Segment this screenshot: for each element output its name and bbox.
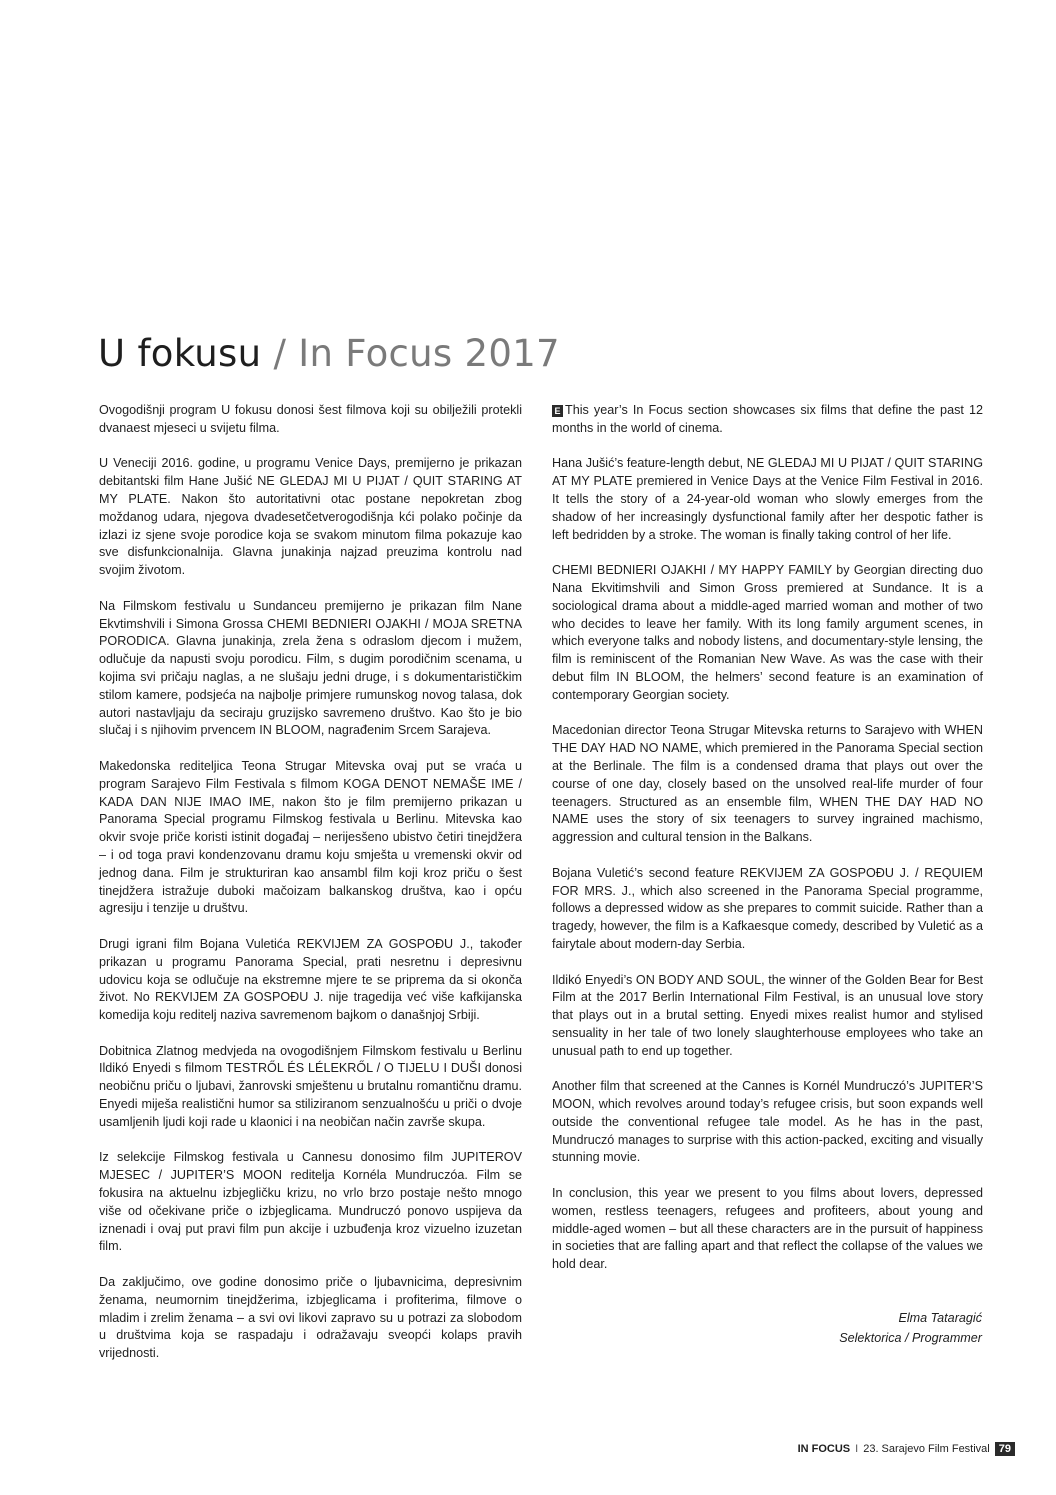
paragraph: Na Filmskom festivalu u Sundanceu premijerno je prikazan film Nane Ekvtimshvili i Simona Grossa CHEMI BEDNIERI OJAKHI / MOJA SRETNA PORODICA. Glavna junakinja, zrela žena s odraslom djecom i mužem, odlučuje da napusti svoju porodicu. Film, s dugim porodičnim scenama, u kojima svi pričaju naglas, a ne slušaju jedni druge, i s dokumentarističkim stilom kamere, podsjeća na najbolje primjere rumunskog novog talasa, dok autori nastavljaju da seciraju gruzijsko savremeno društvo. Kao što je bio slučaj i s njihovim prvencem IN BLOOM, nagrađenim Srcem Sarajeva. [99, 598, 522, 738]
paragraph: Ildikó Enyedi’s ON BODY AND SOUL, the winner of the Golden Bear for Best Film at the 2017 Berlin International Film Festival, is an unusual love story that plays out in a brutal setting. Enyedi mixes realist humor and stylised sensuality in her tale of two lonely slaughterhouse employees who take an unusual path to end up together. [552, 972, 983, 1058]
paragraph-text: This year’s In Focus section showcases six films that define the past 12 months in the world of cinema. [552, 403, 983, 435]
paragraph: Macedonian director Teona Strugar Mitevska returns to Sarajevo with WHEN THE DAY HAD NO NAME, which premiered in the Panorama Special section at the Berlinale. The film is a condensed drama that plays out over the course of one day, closely based on the unsolved real-life murder of four teenagers. Structured as an ensemble film, WHEN THE DAY HAD NO NAME uses the story of six teenagers to survey ingrained machismo, aggression and cultural tension in the Balkans. [552, 723, 983, 845]
footer-festival-name: 23. Sarajevo Film Festival [863, 1443, 990, 1455]
paragraph: Another film that screened at the Cannes is Kornél Mundruczó’s JUPITER’S MOON, which revolves around today’s refugee crisis, but soon expands well outside the conventional refugee tale model. As he has in the past, Mundruczó manages to surprise with this action-packed, exciting and visually stunning movie. [552, 1079, 983, 1165]
paragraph: Da zaključimo, ove godine donosimo priče o ljubavnicima, depresivnim ženama, neumornim tinejdžerima, izbjeglicama i profiterima, filmove o mladim i zrelim ženama – a svi ovi likovi zapravo su u potrazi za slobodom u društvima koja se raspadaju i odražavaju sveopći kolaps pravih vrijednosti. [99, 1275, 522, 1361]
paragraph: Hana Jušić’s feature-length debut, NE GLEDAJ MI U PIJAT / QUIT STARING AT MY PLATE premiered in Venice Days at the Venice Film Festival in 2016. It tells the story of a 24-year-old woman who slowly emerges from the shadow of her increasingly dysfunctional family after her despotic father is left bedridden by a stroke. The woman is finally taking control of her life. [552, 456, 983, 542]
paragraph: Drugi igrani film Bojana Vuletića REKVIJEM ZA GOSPOĐU J., također prikazan u programu Panorama Special, prati nesretnu i depresivnu udovicu koja se odlučuje na ekstremne mjere te se priprema da si okonča život. No REKVIJEM ZA GOSPOĐU J. nije tragedija već više kafkijanska komedija koju reditelj naziva savremenom bajkom o današnjoj Srbiji. [99, 936, 522, 1023]
paragraph: Dobitnica Zlatnog medvjeda na ovogodišnjem Filmskom festivalu u Berlinu Ildikó Enyedi s filmom TESTRŐL ÉS LÉLEKRŐL / O TIJELU I DUŠI donosi neobičnu priču o ljubavi, žanrovski smještenu u brutalnu romantičnu dramu. Enyedi miješa realistični humor sa stiliziranom senzualnošću u priči o dvoje usamljenih ljudi koji rade u klaonici i na neobičan način završe skupa. [99, 1043, 522, 1129]
paragraph: Iz selekcije Filmskog festivala u Cannesu donosimo film JUPITEROV MJESEC / JUPITER’S MOON reditelja Kornéla Mundruczóa. Film se fokusira na aktuelnu izbjegličku krizu, no vrlo brzo postaje nešto mnogo više od očekivane priče o izbjeglicama. Mundruczó ponovo uspijeva da iznenadi i ovaj put pravi film pun akcije i uzbuđenja kroz vizuelno izuzetan film. [99, 1150, 522, 1254]
paragraph: Bojana Vuletić’s second feature REKVIJEM ZA GOSPOĐU J. / REQUIEM FOR MRS. J., which also screened in the Panorama Special programme, follows a depressed widow as she prepares to commit suicide. Rather than a tragedy, however, the film is a Kafkaesque comedy, described by Vuletić as a fairytale about modern-day Serbia. [552, 865, 983, 951]
signature [839, 1308, 982, 1348]
page-footer [798, 1441, 1015, 1457]
paragraph: CHEMI BEDNIERI OJAKHI / MY HAPPY FAMILY by Georgian directing duo Nana Ekvitimshvili and Simon Gross premiered at Sundance. It is a sociological drama about a middle-aged married woman and mother of two who decides to leave her family. With its long family argument scenes, in which everyone talks and nobody listens, and documentary-style lensing, the film is reminiscent of the Romanian New Wave. As was the case with their debut film IN BLOOM, the helmers’ second feature is an examination of contemporary Georgian society. [552, 563, 983, 702]
english-column [552, 402, 983, 1292]
paragraph: Ovogodišnji program U fokusu donosi šest filmova koji su obilježili protekli dvanaest mjeseci u svijetu filma. [99, 403, 522, 435]
page-number: 79 [995, 1442, 1015, 1456]
paragraph: Makedonska rediteljica Teona Strugar Mitevska ovaj put se vraća u program Sarajevo Film Festivala s filmom KOGA DENOT NEMAŠE IME / KADA DAN NIJE IMAO IME, nakon što je film premijerno prikazan u Panorama Special programu Filmskog festivala u Berlinu. Mitevska kao okvir svoje priče koristi istinit događaj – nerijesšeno ubistvo četiri tinejdžera – i od toga pravi kondenzovanu dramu koju smješta u vremenski okvir od jednog dana. Film je strukturiran kao ansambl film koji kroz priču o šest tinejdžera istražuje duboki mačoizam balkanskog društva, kao i opću agresiju i tenzije u društvu. [99, 758, 522, 916]
title-main: U fokusu [98, 332, 262, 375]
local-language-column [99, 402, 522, 1381]
paragraph: U Veneciji 2016. godine, u programu Venice Days, premijerno je prikazan debitantski film Hane Jušić NE GLEDAJ MI U PIJAT / QUIT STARING AT MY PLATE. Nakon što autoritativni otac postane nepokretan zbog moždanog udara, njegova dvadesetčetverogodišnja kći polako počinje da izlazi iz sjene svoje porodice koja se svakom minutom filma pokazuje kao sve disfunkcionalnija. Glavna junakinja najzad preuzima kontrolu nad svojim životom. [99, 456, 522, 578]
title-english: In Focus 2017 [298, 332, 560, 375]
signature-role: Selektorica / Programmer [839, 1331, 982, 1345]
paragraph-intro [552, 402, 983, 438]
page-title [98, 328, 560, 380]
title-separator: / [273, 332, 287, 375]
footer-section-label: IN FOCUS [797, 1443, 851, 1455]
footer-separator: I [855, 1443, 859, 1455]
signature-name: Elma Tataragić [898, 1311, 982, 1325]
paragraph: In conclusion, this year we present to you films about lovers, depressed women, restless teenagers, refugees and profiteers, about young and middle-aged women – but all these characters are in the pursuit of happiness in societies that are falling apart and that reflect the collapse of the values we hold dear. [552, 1186, 983, 1272]
english-language-badge: E [552, 405, 563, 417]
